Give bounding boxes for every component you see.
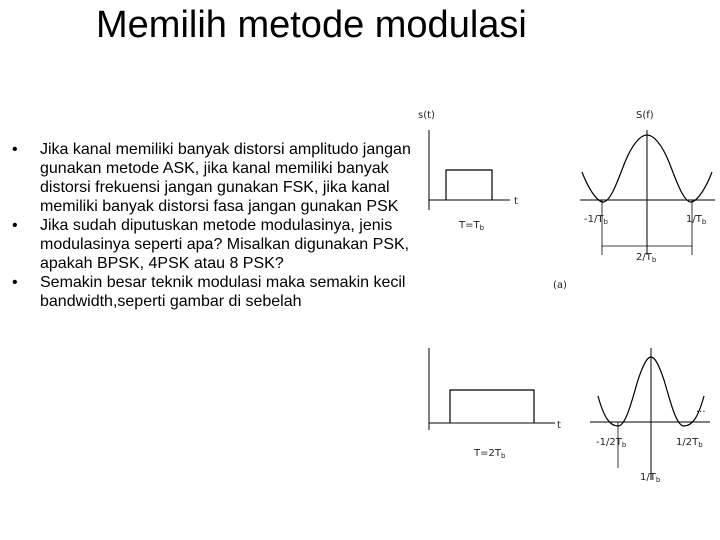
top-freq-plot: [580, 110, 715, 264]
bullet-text: Jika sudah diputuskan metode modulasinya, jenis modulasinya seperti apa? Misalkan digunakan PSK, apakah BPSK, 4PSK atau 8 PSK?: [40, 217, 410, 272]
bullet-marker: •: [12, 217, 18, 234]
bottom-freq-dots: ...: [696, 404, 706, 415]
bullet-text: Semakin besar teknik modulasi maka semakin kecil bandwidth,seperti gambar di sebelah: [40, 274, 406, 310]
bullet-list: [8, 140, 420, 311]
top-freq-width-label: $2/T_b$: [636, 252, 657, 264]
top-time-plot: [418, 110, 518, 232]
bottom-rect-pulse: [450, 390, 534, 423]
bottom-time-period-label: $T=2T_b$: [474, 448, 506, 460]
bottom-freq-left-label: $-1/2T_b$: [596, 437, 627, 449]
bullet-marker: •: [12, 274, 18, 291]
bullet-item: [8, 216, 420, 273]
top-freq-left-label: $-1/T_b$: [584, 214, 608, 226]
bullet-text: Jika kanal memiliki banyak distorsi amplitudo jangan gunakan metode ASK, jika kanal memiliki banyak distorsi frekuensi jangan gunakan FSK, jika kanal memiliki banyak distorsi fasa jangan gunakan PSK: [40, 141, 411, 215]
top-freq-right-label: $1/T_b$: [686, 214, 707, 226]
top-time-axis-label: s(t): [418, 110, 435, 121]
slide-title: Memilih metode modulasi: [96, 4, 527, 46]
pulse-spectrum-figure: [410, 100, 720, 540]
bottom-time-t-label: t: [557, 420, 561, 431]
bullet-item: [8, 273, 420, 311]
top-time-t-label: t: [514, 196, 518, 207]
top-time-period-label: $T=T_b$: [459, 220, 485, 232]
bullet-marker: •: [12, 141, 18, 158]
part-label: (a): [553, 280, 567, 291]
bullet-item: [8, 140, 420, 216]
figure-svg: [410, 100, 720, 540]
top-rect-pulse: [446, 170, 492, 200]
bottom-freq-width-label: $1/T_b$: [640, 472, 661, 484]
bottom-freq-right-label: $1/2T_b$: [676, 437, 703, 449]
bottom-time-plot: [429, 348, 561, 460]
top-freq-axis-label: S(f): [636, 110, 654, 121]
bottom-freq-plot: [590, 348, 710, 484]
